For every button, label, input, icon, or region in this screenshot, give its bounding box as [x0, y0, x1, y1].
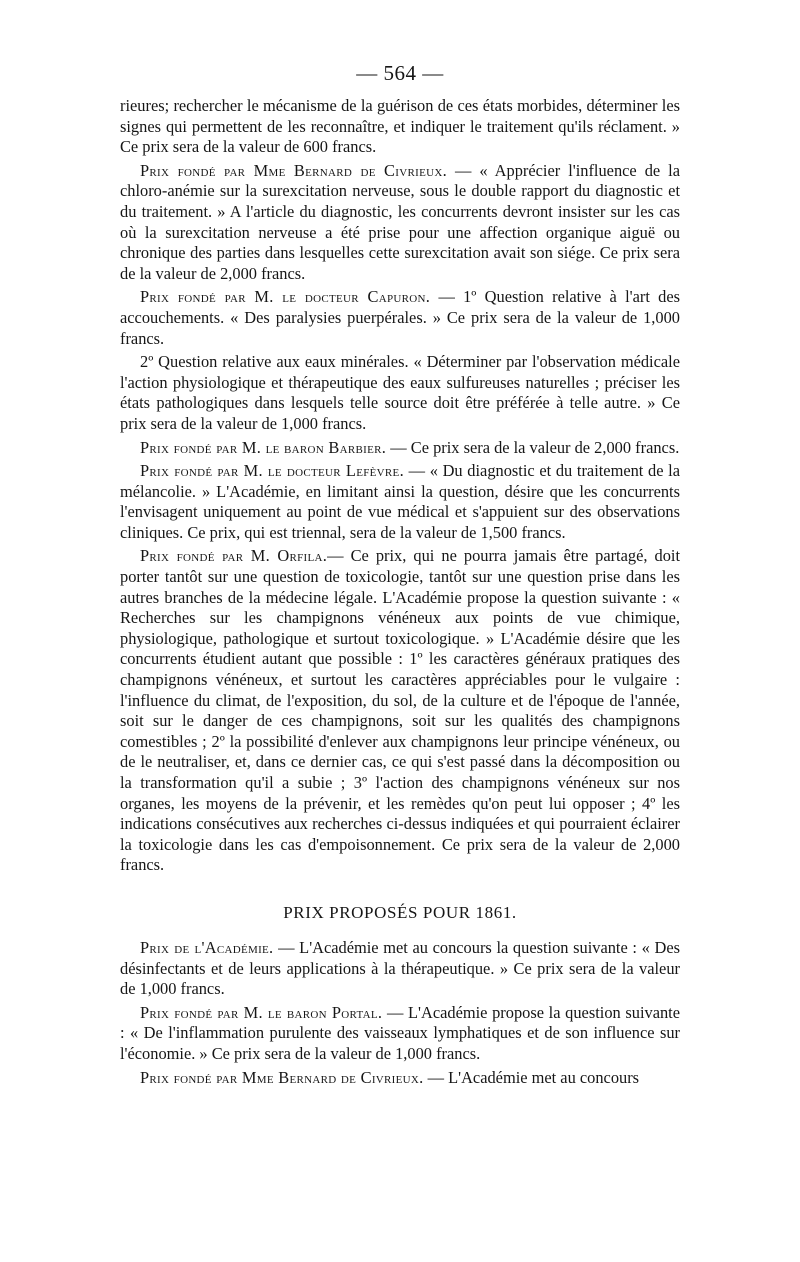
paragraph-lead: Prix fondé par M. le docteur Lefèvre.	[140, 461, 404, 481]
paragraph-body: — L'Académie met au concours	[423, 1067, 640, 1087]
prize-orfila	[120, 546, 680, 876]
paragraph-body: rieures; rechercher le mécanisme de la guérison de ces états morbides, déterminer les signes qui permettent de les reconnaître, et indiquer le traitement qu'ils réclament. » Ce prix sera de la valeur de 600 francs.	[120, 96, 680, 157]
paragraph-body: — L'Académie propose la question suivante : « De l'inflammation purulente des vaisseaux lymphatiques et de son influence sur l'économie. » Ce prix sera de la valeur de 1,000 francs.	[120, 1002, 680, 1063]
prize-capuron-second-question	[120, 352, 680, 434]
prize-list-1861	[120, 938, 680, 1088]
paragraph-body: — Ce prix, qui ne pourra jamais être partagé, doit porter tantôt sur une question de toxicologie, tantôt sur une question prise dans les autres branches de la médecine légale. L'Académie propose la question suivante : « Recherches sur les champignons vénéneux aux points de vue chimique, physiologique, pathologique et surtout toxicologique. » L'Académie désire que les concurrents étudient autant que possible : 1º les caractères généraux pratiques des champignons vénéneux, et surtout les caractères appréciables pour le vulgaire : l'influence du climat, de l'exposition, du sol, de la culture et de l'époque de l'année, soit sur le danger de ces champignons, soit sur les qualités des champignons comestibles ; 2º la possibilité d'enlever aux champignons leur principe vénéneux, ou de le neutraliser, et, dans ce dernier cas, ce qui s'est passé dans la décomposition ou la transformation qu'il a subie ; 3º l'action des champignons vénéneux sur nos organes, les moyens de la prévenir, et les remèdes qu'on peut lui opposer ; 4º les indications consécutives aux recherches ci-dessus indiquées et qui pourraient éclairer la toxicologie dans les cas d'empoisonnement. Ce prix sera de la valeur de 2,000 francs.	[120, 546, 680, 875]
paragraph-continuation	[120, 96, 680, 158]
paragraph-body: — 1º Question relative à l'art des accouchements. « Des paralysies puerpérales. » Ce prix sera de la valeur de 1,000 francs.	[120, 287, 680, 348]
prize-lefevre	[120, 461, 680, 543]
paragraph-body: — « Du diagnostic et du traitement de la mélancolie. » L'Académie, en limitant ainsi la question, désire que les concurrents l'envisagent uniquement au point de vue médical et s'appuient sur des observations cliniques. Ce prix, qui est triennal, sera de la valeur de 1,500 francs.	[120, 461, 680, 542]
prize-list-current	[120, 96, 680, 876]
page-number: — 564 —	[356, 61, 444, 85]
paragraph-lead: Prix fondé par M. Orfila.	[140, 546, 328, 566]
prize-capuron	[120, 287, 680, 349]
paragraph-lead: Prix fondé par M. le baron Portal.	[140, 1002, 383, 1022]
section-heading: PRIX PROPOSÉS POUR 1861.	[283, 902, 517, 922]
paragraph-lead: Prix de l'Académie.	[140, 937, 274, 957]
paragraph-body: 2º Question relative aux eaux minérales. « Déterminer par l'observation médicale l'action physiologique et thérapeutique des eaux sulfureuses naturelles ; préciser les états pathologiques dans lesquels telle source doit être préférée à telle autre. » Ce prix sera de la valeur de 1,000 francs.	[120, 352, 680, 433]
paragraph-lead: Prix fondé par Mme Bernard de Civrieux.	[140, 160, 447, 180]
prize-portal	[120, 1003, 680, 1065]
paragraph-lead: Prix fondé par Mme Bernard de Civrieux.	[140, 1067, 424, 1087]
prize-bernard-de-civrieux	[120, 161, 680, 285]
paragraph-body: — « Apprécier l'influence de la chloro-anémie sur la surexcitation nerveuse, sous le double rapport du diagnostic et du traitement. » A l'article du diagnostic, les concurrents devront insister sur les cas où la surexcitation nerveuse a été prise pour une affection organique aiguë ou chronique des parties dans lesquelles cette surexcitation avait son siége. Ce prix sera de la valeur de 2,000 francs.	[120, 160, 680, 283]
prize-barbier	[120, 438, 680, 459]
paragraph-lead: Prix fondé par M. le docteur Capuron.	[140, 287, 431, 307]
prize-bernard-de-civrieux-1861	[120, 1068, 680, 1089]
paragraph-lead: Prix fondé par M. le baron Barbier.	[140, 437, 387, 457]
prize-academie	[120, 938, 680, 1000]
paragraph-body: — L'Académie met au concours la question suivante : « Des désinfectants et de leurs applications à la thérapeutique. » Ce prix sera de la valeur de 1,000 francs.	[120, 937, 680, 999]
paragraph-body: — Ce prix sera de la valeur de 2,000 francs.	[386, 437, 680, 457]
document-page	[120, 58, 680, 1088]
